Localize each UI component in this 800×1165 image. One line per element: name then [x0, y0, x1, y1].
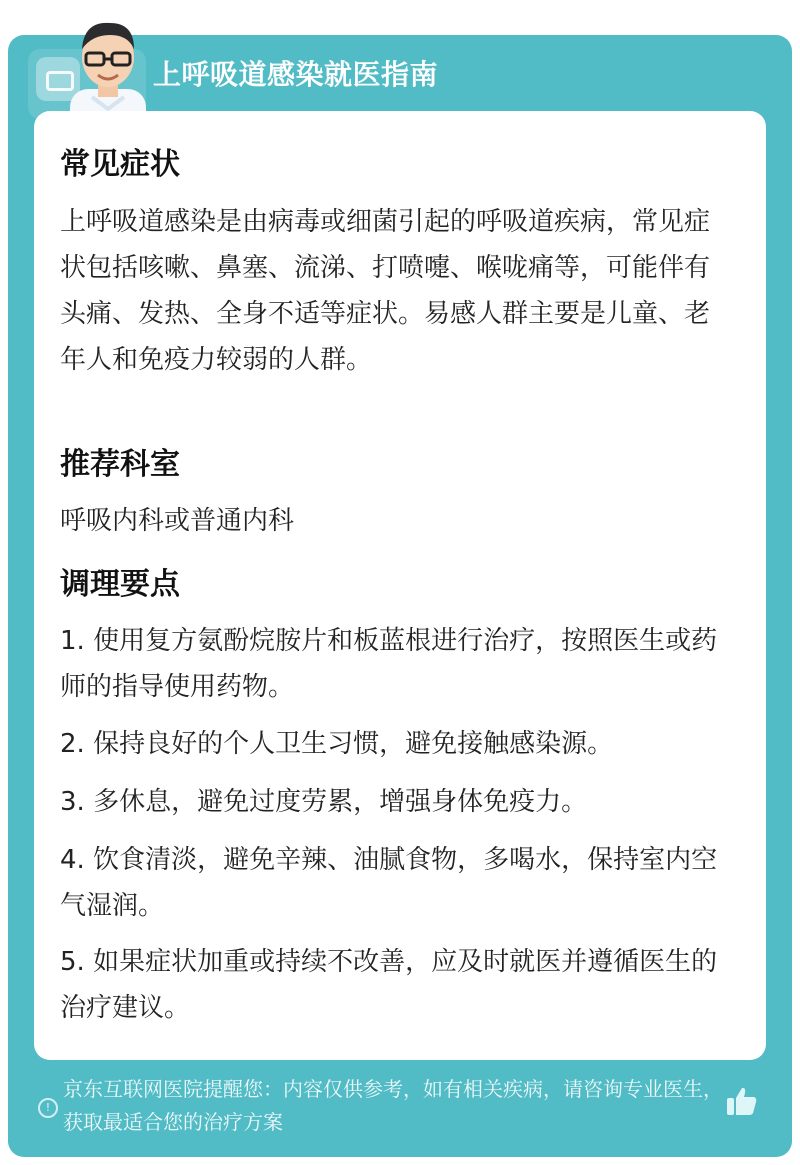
care-item: 1. 使用复方氨酚烷胺片和板蓝根进行治疗，按照医生或药师的指导使用药物。 — [60, 626, 718, 702]
section-heading-department: 推荐科室 — [60, 447, 180, 482]
info-icon: ! — [38, 1098, 58, 1118]
care-item: 4. 饮食清淡，避免辛辣、油腻食物，多喝水，保持室内空气湿润。 — [60, 845, 718, 921]
section-heading-care: 调理要点 — [60, 567, 180, 602]
thumbs-up-icon[interactable] — [724, 1083, 760, 1119]
disclaimer-text: 京东互联网医院提醒您：内容仅供参考，如有相关疾病，请咨询专业医生，获取最适合您的治疗方案 — [63, 1077, 723, 1134]
section-body-symptoms: 上呼吸道感染是由病毒或细菌引起的呼吸道疾病，常见症状包括咳嗽、鼻塞、流涕、打喷嚏、喉咙痛等，可能伴有头痛、发热、全身不适等症状。易感人群主要是儿童、老年人和免疫力较弱的人群。 — [60, 207, 711, 375]
care-item: 5. 如果症状加重或持续不改善，应及时就医并遵循医生的治疗建议。 — [60, 947, 718, 1023]
guide-panel — [8, 35, 792, 1157]
content-card — [34, 111, 766, 1060]
doctor-avatar — [48, 9, 168, 121]
page-title: 上呼吸道感染就医指南 — [153, 58, 439, 91]
care-item: 2. 保持良好的个人卫生习惯，避免接触感染源。 — [60, 729, 614, 759]
section-heading-symptoms: 常见症状 — [60, 147, 180, 182]
section-body-department: 呼吸内科或普通内科 — [60, 506, 295, 536]
care-item: 3. 多休息，避免过度劳累，增强身体免疫力。 — [60, 787, 588, 817]
